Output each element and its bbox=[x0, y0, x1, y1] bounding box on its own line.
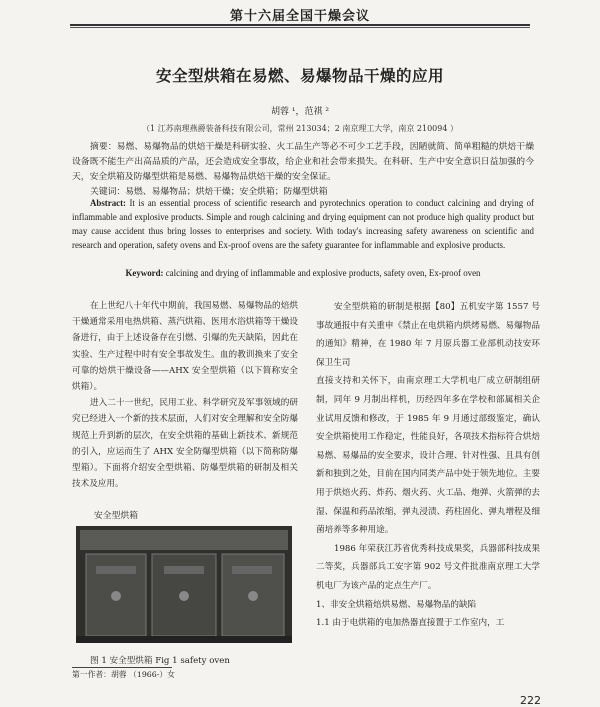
left-paragraph-2: 进入二十一世纪，民用工业、科学研究及军事领域的研究已经进入一个新的技术层面，人们对安全理解和安全防爆规范上升到新的层次，在安全烘箱的基础上新技术、新规范的引入，应运而生了 AHX 安全防爆型烘箱（以下简称防爆型箱）。下面将介绍安全型烘箱、防爆型烘箱的研制及相关技术及应用。 bbox=[72, 398, 298, 490]
chinese-keywords: 关键词：易燃、易爆物品；烘焙干燥；安全烘箱；防爆型烘箱 bbox=[90, 187, 328, 197]
figure-caption: 图 1 安全型烘箱 Fig 1 safety oven bbox=[90, 656, 230, 666]
right-paragraph-1: 安全型烘箱的研制是根据【80】五机安字第 1557 号事故通报中有关重申《禁止在电烘箱内烘烤易燃、易爆物品的通知》精神，在 1980 年 7 月原兵器工业部机动技安环保卫生司 bbox=[316, 302, 540, 368]
english-abstract bbox=[72, 196, 534, 252]
english-abstract-label: Abstract: bbox=[90, 198, 126, 208]
safety-oven-photo bbox=[76, 526, 292, 643]
left-column bbox=[72, 298, 298, 492]
footnote: 第一作者：胡蓉 （1966-）女 bbox=[72, 670, 175, 679]
header-rule-thin bbox=[70, 27, 530, 28]
conference-header: 第十六届全国干燥会议 bbox=[229, 9, 370, 24]
english-keywords bbox=[72, 268, 534, 278]
figure-label: 安全型烘箱 bbox=[94, 511, 138, 521]
right-paragraph-2: 直接支持和关怀下，由南京理工大学机电厂成立研制组研制，同年 9 月制出样机，历经四年多在学校和部属相关企业试用反馈和修改，于 1985 年 9 月通过部级鉴定，确认安全烘箱使用工作稳定，性能良好，各项技术指标符合烘焙易燃、易爆品的安全要求，设计合理、针对性强、且具有创新和独到之处，目前在国内同类产品中处于领先地位。主要用于烘焙火药、炸药、烟火药、火工品、炮弹、火箭弹的去湿、保温和药品浓缩，弹丸浸渍、药柱固化、弹丸增程及细菌培养等多种用途。 bbox=[316, 376, 540, 536]
header-rule bbox=[70, 24, 530, 26]
authors: 胡蓉 ¹，范祺 ² bbox=[271, 107, 329, 117]
footnote-rule bbox=[72, 667, 172, 668]
left-paragraph-1: 在上世纪八十年代中期前，我国易燃、易爆物品的焙烘干燥通常采用电热烘箱、蒸汽烘箱、医用水浴烘箱等干燥设备进行，由于上述设备存在引燃、引爆的先天缺陷，因此在实验、生产过程中时有安全事故发生。血的教训换来了安全可靠的焙烘干燥设备——AHX 安全型烘箱（以下简称安全烘箱）。 bbox=[72, 301, 298, 393]
right-paragraph-3: 1986 年荣获江苏省优秀科技成果奖，兵器部科技成果二等奖，兵器部兵工安字第 902 号文件批准南京理工大学机电厂为该产品的定点生产厂。 bbox=[316, 543, 540, 591]
right-column bbox=[316, 298, 540, 633]
page-number: 222 bbox=[520, 694, 541, 707]
right-paragraph-4: 1.1 由于电烘箱的电加热器直接置于工作室内，工 bbox=[316, 618, 505, 629]
english-abstract-text: It is an essential process of scientific research and pyrotechnics operation to conduct calcining and drying of inflammable and explosive products. Simple and rough calcining and drying equipment can not produce high quality product but may cause accident thus bring losses to enterprises and society. With today's increasing safety awareness on scientific and research and operation, safety ovens and Ex-proof ovens are the safety guarantee for inflammable and explosive products. bbox=[72, 198, 534, 251]
safety-oven-image bbox=[76, 526, 292, 643]
affiliation: （1 江苏南理燕爵装备科技有限公司，常州 213034；2 南京理工大学，南京 210094 ） bbox=[142, 124, 458, 133]
chinese-abstract-text: 摘要：易燃、易爆物品的烘焙干燥是科研实验、火工品生产等必不可少工艺手段，因陋就简、简单粗糙的烘焙干燥设备既不能生产出高品质的产品，还会造成安全事故，给企业和社会带来损失。在科研、生产中安全意识日益加强的今天，安全烘箱及防爆型烘箱是易燃、易爆物品烘焙干燥的安全保证。 bbox=[72, 142, 534, 182]
english-keywords-label: Keyword: bbox=[125, 268, 164, 278]
paper-title: 安全型烘箱在易燃、易爆物品干燥的应用 bbox=[155, 67, 444, 85]
english-keywords-text: calcining and drying of inflammable and explosive products, safety oven, Ex-proof oven bbox=[163, 268, 481, 278]
chinese-abstract bbox=[72, 140, 534, 200]
section-heading-1: 1、非安全烘箱焙烘易燃、易爆物品的缺陷 bbox=[316, 599, 477, 610]
